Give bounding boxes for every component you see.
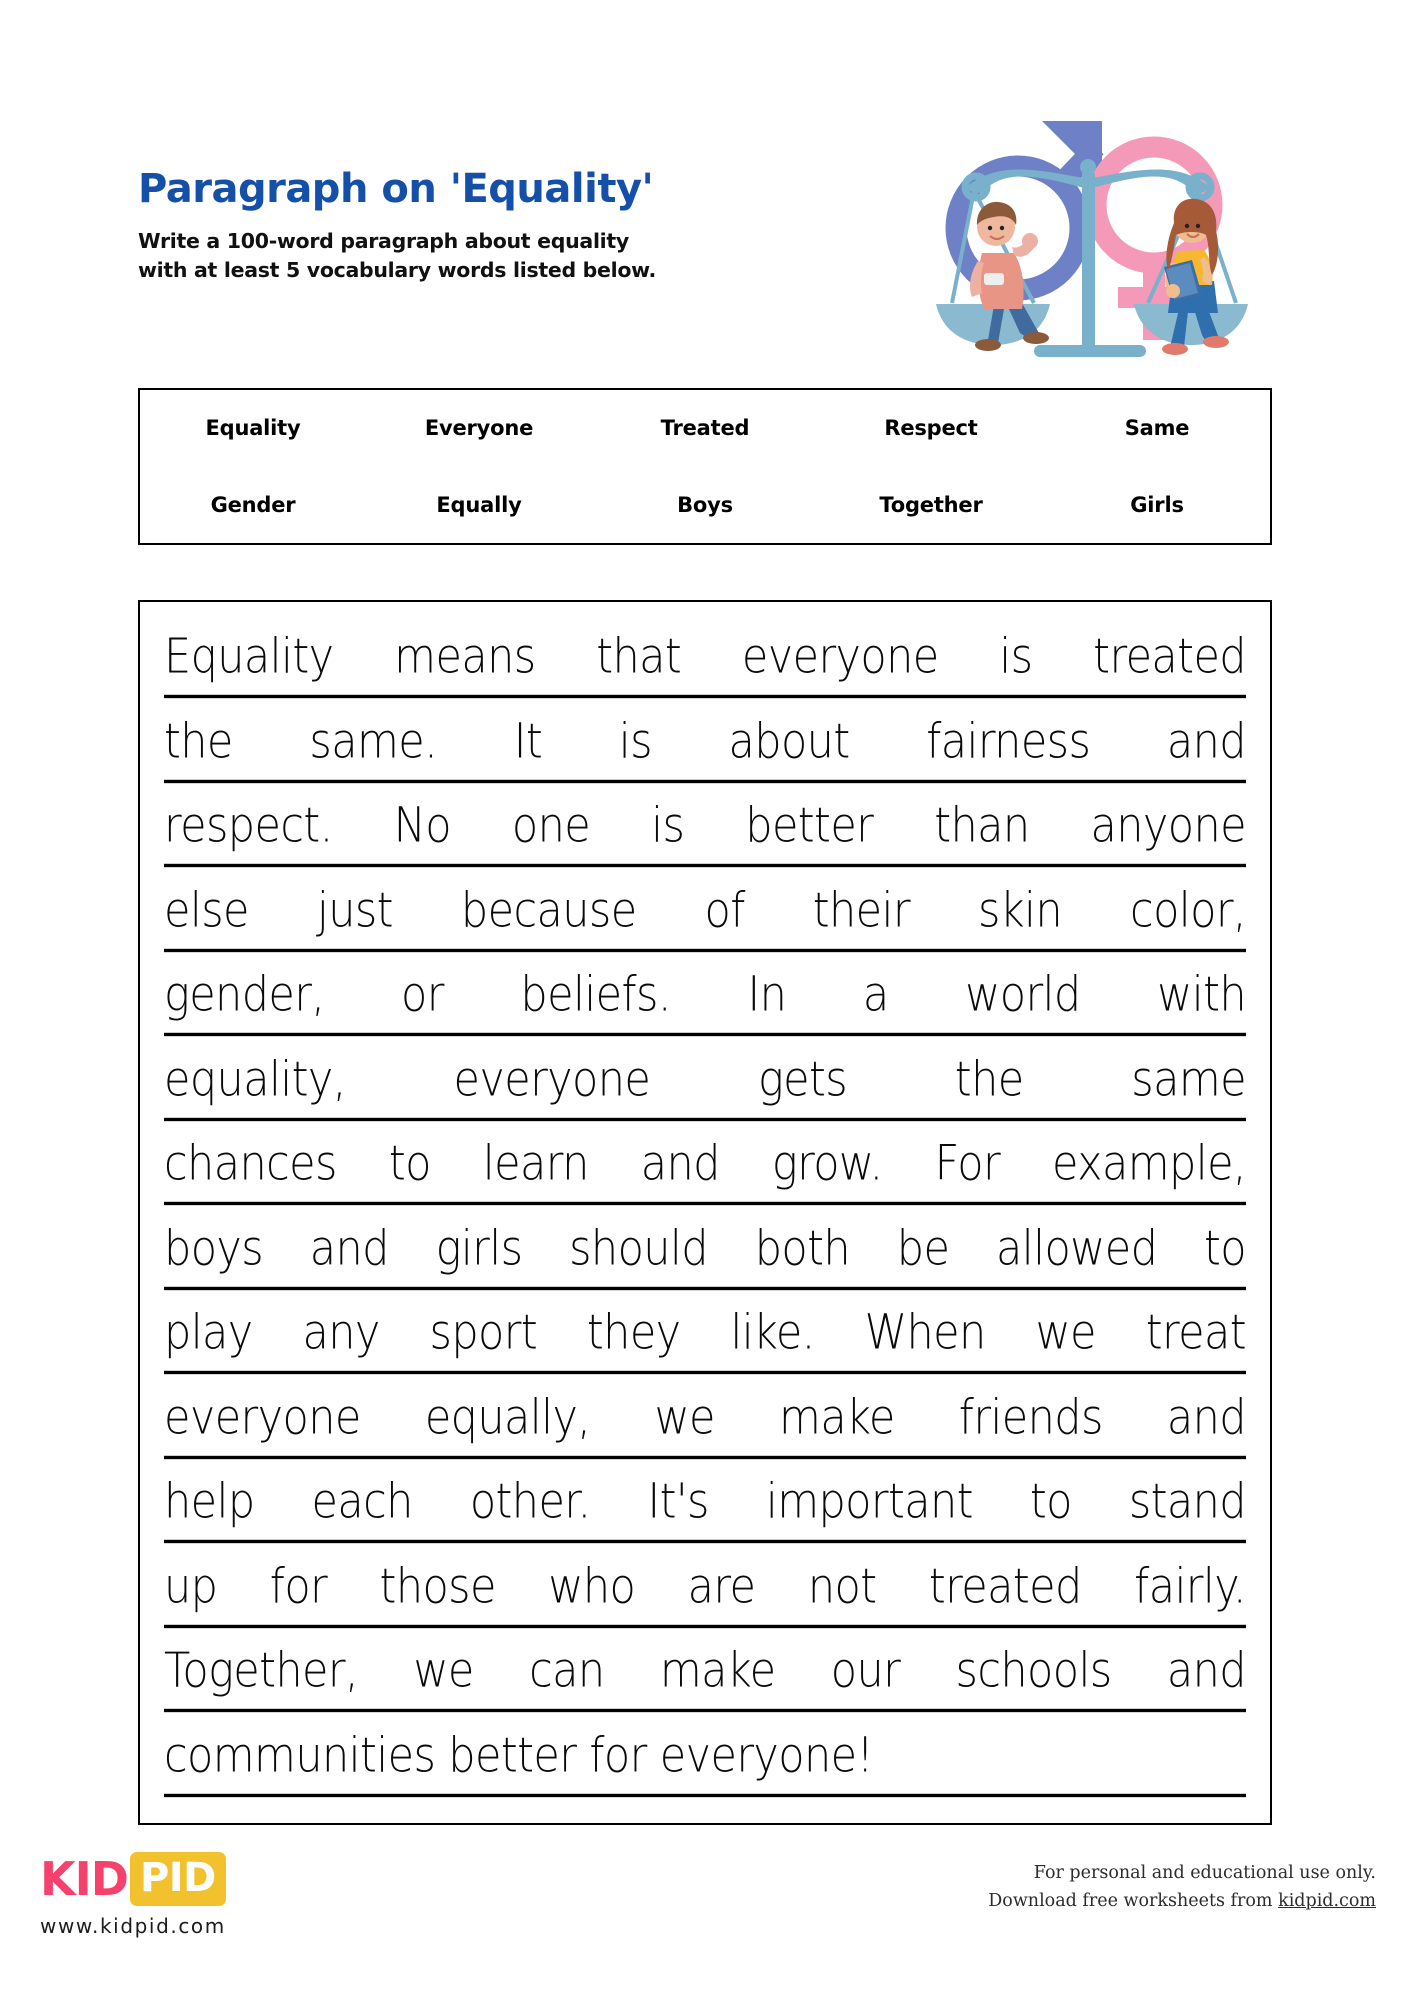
writing-line-text: chances to learn and grow. For example, xyxy=(164,1129,1246,1205)
vocabulary-word: Same xyxy=(1124,416,1190,441)
writing-line[interactable] xyxy=(164,1721,1246,1806)
vocabulary-word: Respect xyxy=(884,416,978,441)
writing-line-text: respect. No one is better than anyone xyxy=(164,791,1246,867)
writing-line-text: play any sport they like. When we treat xyxy=(164,1298,1246,1374)
writing-line-text: boys and girls should both be allowed to xyxy=(164,1214,1246,1290)
writing-line-text: up for those who are not treated fairly. xyxy=(164,1552,1246,1628)
writing-line[interactable] xyxy=(164,1214,1246,1299)
writing-line-text: else just because of their skin color, xyxy=(164,876,1246,952)
writing-line-text: everyone equally, we make friends and xyxy=(164,1383,1246,1459)
writing-line-text: help each other. It's important to stand xyxy=(164,1467,1246,1543)
writing-line[interactable] xyxy=(164,707,1246,792)
writing-line-text: the same. It is about fairness and xyxy=(164,707,1246,783)
vocabulary-word: Equally xyxy=(436,492,522,517)
vocabulary-word: Girls xyxy=(1130,492,1184,517)
vocabulary-word-bank xyxy=(138,388,1272,545)
writing-line-text: communities better for everyone! xyxy=(164,1721,1246,1797)
writing-line-text: equality, everyone gets the same xyxy=(164,1045,1246,1121)
writing-line[interactable] xyxy=(164,1129,1246,1214)
brand-website-url[interactable]: www.kidpid.com xyxy=(40,1914,226,1938)
writing-line[interactable] xyxy=(164,1467,1246,1552)
writing-line-text: Together, we can make our schools and xyxy=(164,1636,1246,1712)
vocabulary-row-2 xyxy=(140,467,1270,544)
vocabulary-word: Together xyxy=(879,492,983,517)
writing-line-text: Equality means that everyone is treated xyxy=(164,622,1246,698)
logo-kid-text: KID xyxy=(40,1852,128,1906)
kidpid-link[interactable]: kidpid.com xyxy=(1278,1891,1376,1912)
page-instructions xyxy=(138,227,838,285)
writing-line[interactable] xyxy=(164,1552,1246,1637)
vocabulary-word: Everyone xyxy=(424,416,534,441)
writing-line[interactable] xyxy=(164,1045,1246,1130)
vocabulary-row-1 xyxy=(140,390,1270,467)
instruction-line-1: Write a 100-word paragraph about equality xyxy=(138,229,629,253)
usage-note-line-2 xyxy=(988,1887,1376,1915)
worksheet-footer xyxy=(0,1825,1414,2000)
download-note-prefix: Download free worksheets from xyxy=(988,1891,1279,1912)
gender-equality-scale-illustration xyxy=(926,95,1256,380)
page-title: Paragraph on 'Equality' xyxy=(138,166,654,212)
paragraph-writing-area[interactable] xyxy=(138,600,1272,1825)
vocabulary-word: Gender xyxy=(210,492,296,517)
worksheet-header xyxy=(0,0,1414,380)
writing-line[interactable] xyxy=(164,1383,1246,1468)
writing-line[interactable] xyxy=(164,622,1246,707)
usage-note-line-1: For personal and educational use only. xyxy=(1033,1863,1376,1883)
vocabulary-word: Treated xyxy=(660,416,750,441)
instruction-line-2: with at least 5 vocabulary words listed below. xyxy=(138,258,656,283)
footer-usage-note xyxy=(988,1859,1376,1916)
kidpid-branding[interactable] xyxy=(40,1853,226,1938)
writing-line[interactable] xyxy=(164,791,1246,876)
writing-line[interactable] xyxy=(164,1636,1246,1721)
writing-line[interactable] xyxy=(164,1298,1246,1383)
logo-pid-text: PID xyxy=(130,1852,226,1906)
writing-line-text: gender, or beliefs. In a world with xyxy=(164,960,1246,1036)
vocabulary-word: Equality xyxy=(205,416,301,441)
kidpid-logo[interactable] xyxy=(40,1853,226,1905)
writing-line[interactable] xyxy=(164,960,1246,1045)
vocabulary-word: Boys xyxy=(677,492,733,517)
header-text-block xyxy=(138,168,838,285)
writing-line[interactable] xyxy=(164,876,1246,961)
